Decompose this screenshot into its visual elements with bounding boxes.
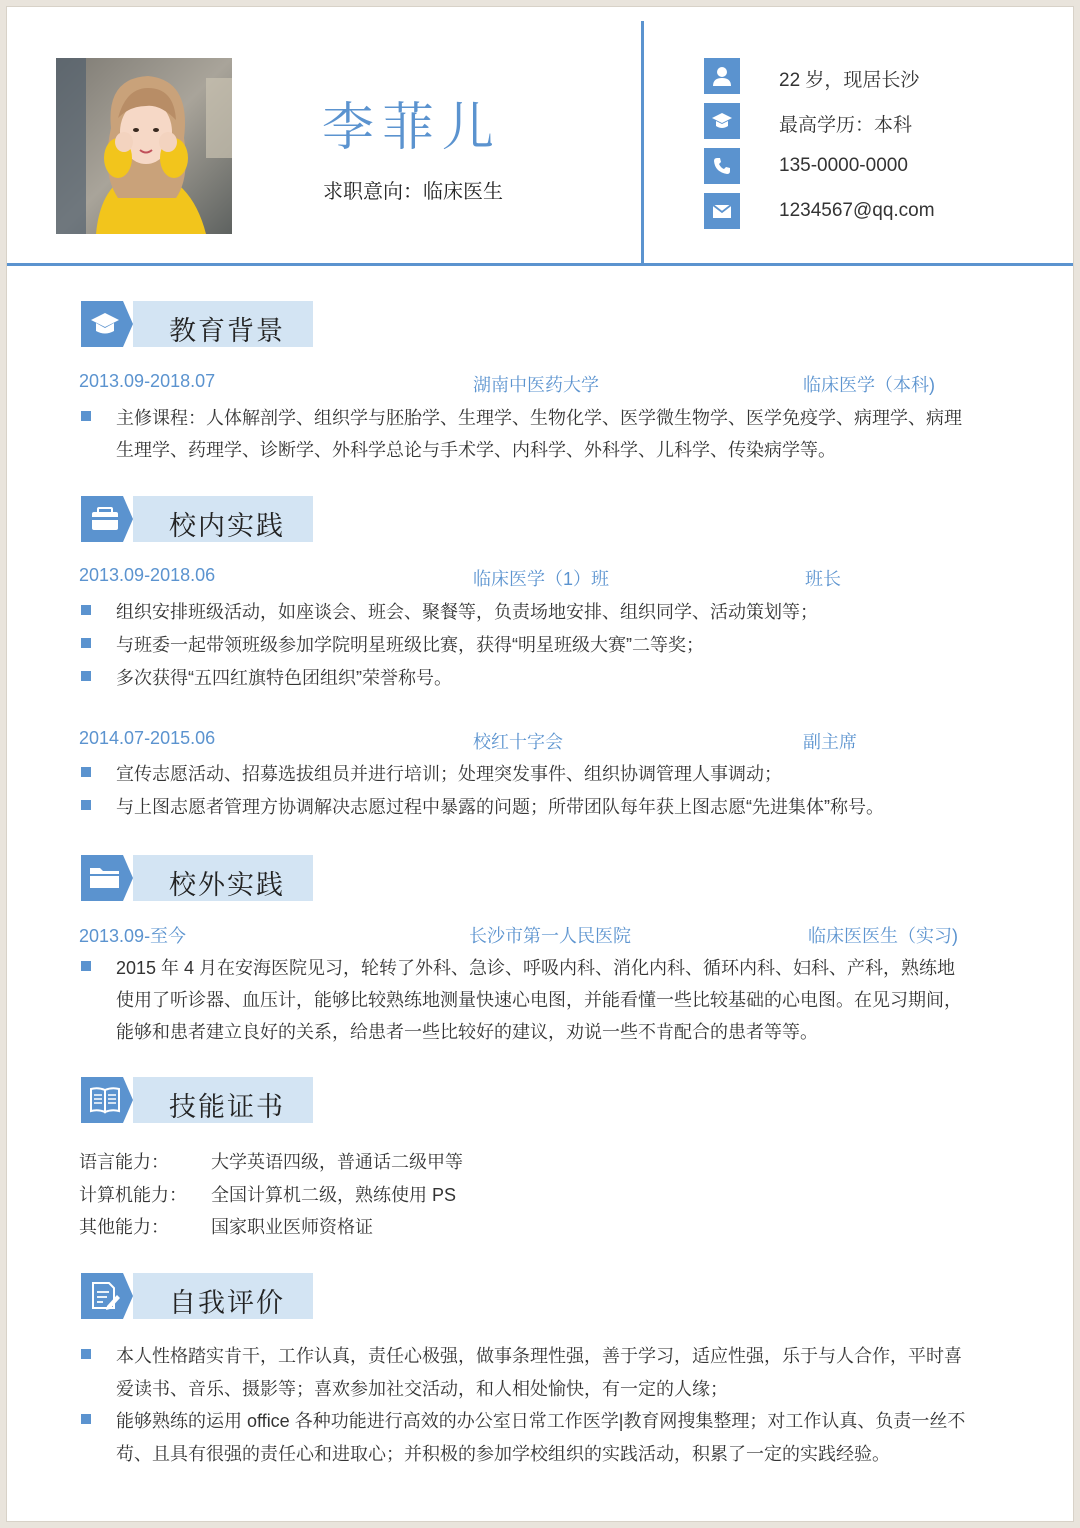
campus-role: 副主席 [803,732,857,752]
section-title: 校外实践 [169,870,285,900]
bullet-square [81,605,91,615]
campus-org: 临床医学（1）班 [473,569,610,589]
section-title: 校内实践 [169,511,285,541]
section-education-header [81,301,313,347]
campus-line: 与上图志愿者管理方协调解决志愿过程中暴露的问题；所带团队每年获上图志愿“先进集体”称号。 [116,797,884,817]
document-edit-icon [81,1273,135,1319]
info-text: 135-0000-0000 [779,155,908,176]
campus-line: 组织安排班级活动，如座谈会、班会、聚餐等，负责场地安排、组织同学、活动策划等； [116,602,818,622]
phone-icon [704,148,740,184]
info-text: 1234567@qq.com [779,200,935,221]
skill-value: 大学英语四级，普通话二级甲等 [211,1152,463,1172]
section-campus-header [81,496,313,542]
profile-photo [56,58,232,234]
resume-page [6,6,1074,1522]
bullet-square [81,671,91,681]
edu-school: 湖南中医药大学 [473,375,599,395]
external-date: 2013.09-至今 [79,926,187,946]
section-title: 技能证书 [169,1092,285,1122]
info-education [704,103,1064,139]
mail-icon [704,193,740,229]
section-external-header [81,855,313,901]
edu-major: 临床医学（本科) [803,375,935,395]
info-text: 最高学历：本科 [779,115,913,136]
campus-line: 宣传志愿活动、招募选拔组员并进行培训；处理突发事件、组织协调管理人事调动； [116,764,782,784]
bullet-square [81,1349,91,1359]
info-age-location [704,58,1064,94]
briefcase-icon [81,496,135,542]
header-divider-horizontal [7,263,1073,266]
bullet-square [81,411,91,421]
external-line: 能够和患者建立良好的关系，给患者一些比较好的建议，劝说一些不肯配合的患者等等。 [116,1022,818,1042]
campus-org: 校红十字会 [473,732,563,752]
self-line: 苟、且具有很强的责任心和进取心；并积极的参加学校组织的实践活动，积累了一定的实践经验。 [116,1444,890,1464]
graduation-cap-icon [704,103,740,139]
info-email [704,193,1064,229]
folder-icon [81,855,135,901]
self-line: 本人性格踏实肯干，工作认真，责任心极强，做事条理性强，善于学习，适应性强，乐于与人合作，平时喜 [116,1346,962,1366]
skill-value: 全国计算机二级，熟练使用 PS [211,1185,457,1205]
info-phone [704,148,1064,184]
section-title: 自我评价 [169,1288,285,1318]
bullet-square [81,638,91,648]
campus-date: 2013.09-2018.06 [79,565,216,585]
edu-line: 主修课程：人体解剖学、组织学与胚胎学、生理学、生物化学、医学微生物学、医学免疫学、病理学、病理 [116,408,962,428]
self-line: 爱读书、音乐、摄影等；喜欢参加社交活动，和人相处愉快，有一定的人缘； [116,1379,728,1399]
book-icon [81,1077,135,1123]
header-divider-vertical [641,21,644,265]
edu-date: 2013.09-2018.07 [79,371,216,391]
external-line: 使用了听诊器、血压计，能够比较熟练地测量快速心电图，并能看懂一些比较基础的心电图。在见习期间， [116,990,962,1010]
campus-role: 班长 [805,569,841,589]
bullet-square [81,1414,91,1424]
skill-label: 其他能力： [79,1217,169,1237]
campus-line: 多次获得“五四红旗特色团组织”荣誉称号。 [116,668,452,688]
campus-date: 2014.07-2015.06 [79,728,216,748]
campus-line: 与班委一起带领班级参加学院明星班级比赛，获得“明星班级大赛”二等奖； [116,635,704,655]
section-title: 教育背景 [169,316,285,346]
section-skills-header [81,1077,313,1123]
skill-value: 国家职业医师资格证 [211,1217,373,1237]
graduation-cap-icon [81,301,135,347]
skill-label: 计算机能力： [79,1185,187,1205]
external-org: 长沙市第一人民医院 [469,926,631,946]
applicant-name: 李菲儿 [321,98,502,158]
self-line: 能够熟练的运用 office 各种功能进行高效的办公室日常工作医学|教育网搜集整理；对工作认真、负责一丝不 [116,1411,966,1431]
skill-label: 语言能力： [79,1152,169,1172]
info-text: 22 岁，现居长沙 [779,70,920,91]
section-self-header [81,1273,313,1319]
bullet-square [81,800,91,810]
bullet-square [81,961,91,971]
edu-line: 生理学、药理学、诊断学、外科学总论与手术学、内科学、外科学、儿科学、传染病学等。 [116,440,836,460]
bullet-square [81,767,91,777]
external-role: 临床医医生（实习) [808,926,958,946]
user-icon [704,58,740,94]
external-line: 2015 年 4 月在安海医院见习，轮转了外科、急诊、呼吸内科、消化内科、循环内科、妇科、产科，熟练地 [116,958,956,978]
job-intent: 求职意向：临床医生 [323,181,503,203]
